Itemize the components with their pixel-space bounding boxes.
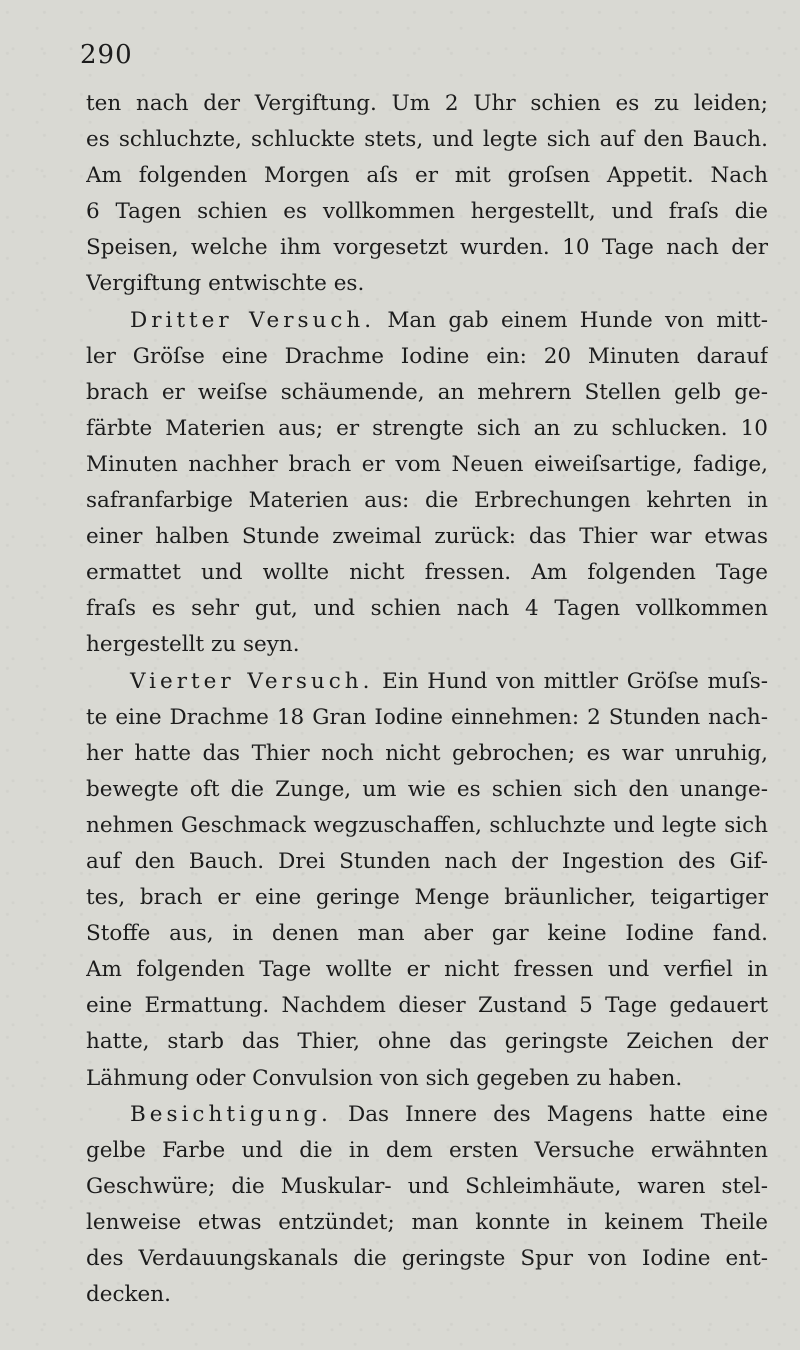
line-text: Am folgenden Tage wollte er nicht fressen und verfiel in (86, 957, 768, 983)
text-line (86, 1277, 768, 1313)
page-number: 290 (80, 40, 133, 70)
text-line (86, 736, 768, 772)
text-line (86, 339, 768, 375)
text-line (86, 591, 768, 627)
text-line (86, 158, 768, 194)
line-text: fraſs es sehr gut, und schien nach 4 Tagen vollkommen (86, 596, 768, 622)
line-text: färbte Materien aus; er strengte sich an zu schlucken. 10 (86, 415, 768, 441)
text-line (86, 303, 768, 339)
text-line (86, 844, 768, 880)
text-line (86, 519, 768, 555)
line-text: Speisen, welche ihm vorgesetzt wurden. 10 Tage nach der (86, 235, 768, 261)
text-line (86, 194, 768, 230)
line-text: Das Innere des Magens hatte eine (331, 1101, 768, 1127)
text-line (86, 808, 768, 844)
text-line (86, 880, 768, 916)
text-line (86, 1169, 768, 1205)
body-text (86, 86, 768, 1313)
text-line (86, 483, 768, 519)
text-line (86, 122, 768, 158)
text-line (86, 916, 768, 952)
text-line (86, 772, 768, 808)
line-text: tes, brach er eine geringe Menge bräunlicher, teigartiger (86, 885, 768, 911)
line-text: her hatte das Thier noch nicht gebrochen; es war unruhig, (86, 740, 768, 766)
line-text: hatte, starb das Thier, ohne das geringste Zeichen der (86, 1029, 768, 1055)
text-line (86, 988, 768, 1024)
text-line (86, 664, 768, 700)
text-line (86, 1205, 768, 1241)
line-text: ler Gröſse eine Drachme Iodine ein: 20 Minuten darauf (86, 343, 768, 369)
line-text: bewegte oft die Zunge, um wie es schien sich den unange- (86, 776, 768, 802)
line-text: ermattet und wollte nicht fressen. Am folgenden Tage (86, 560, 768, 586)
section-heading: Vierter Versuch. (130, 668, 374, 694)
text-line (86, 555, 768, 591)
text-line (86, 411, 768, 447)
line-text: des Verdauungskanals die geringste Spur von Iodine ent- (86, 1246, 768, 1271)
text-line (86, 447, 768, 483)
line-text: Vergiftung entwischte es. (86, 271, 365, 297)
line-text: hergestellt zu seyn. (86, 632, 300, 658)
line-text: lenweise etwas entzündet; man konnte in keinem Theile (86, 1209, 768, 1235)
section-heading: Dritter Versuch. (130, 307, 376, 333)
text-line (86, 266, 768, 302)
text-line (86, 627, 768, 663)
text-line (86, 375, 768, 411)
line-text: Stoffe aus, in denen man aber gar keine Iodine fand. (86, 921, 768, 947)
line-text: einer halben Stunde zweimal zurück: das Thier war etwas (86, 524, 768, 550)
text-line (86, 86, 768, 122)
line-text: Ein Hund von mittler Gröſse muſs- (373, 668, 768, 694)
line-text: safranfarbige Materien aus: die Erbrechungen kehrten in (86, 488, 768, 514)
text-line (86, 1024, 768, 1060)
line-text: es schluchzte, schluckte stets, und legte sich auf den Bauch. (86, 127, 768, 153)
text-line (86, 1097, 768, 1133)
line-text: brach er weiſse schäumende, an mehrern Stellen gelb ge- (86, 379, 768, 405)
text-line (86, 230, 768, 266)
line-text: Am folgenden Morgen aſs er mit groſsen Appetit. Nach (86, 163, 768, 189)
text-line (86, 700, 768, 736)
line-text: Geschwüre; die Muskular- und Schleimhäute, waren stel- (86, 1173, 768, 1199)
line-text: te eine Drachme 18 Gran Iodine einnehmen: 2 Stunden nach- (86, 704, 768, 730)
line-text: decken. (86, 1282, 171, 1308)
line-text: gelbe Farbe und die in dem ersten Versuche erwähnten (86, 1137, 768, 1163)
text-line (86, 1241, 768, 1277)
line-text: auf den Bauch. Drei Stunden nach der Ingestion des Gif- (86, 848, 768, 874)
text-line (86, 952, 768, 988)
section-heading: Besichtigung. (130, 1101, 332, 1127)
line-text: Minuten nachher brach er vom Neuen eiweiſsartige, fadige, (86, 451, 768, 477)
text-line (86, 1133, 768, 1169)
line-text: eine Ermattung. Nachdem dieser Zustand 5 Tage gedauert (86, 993, 768, 1019)
line-text: ten nach der Vergiftung. Um 2 Uhr schien es zu leiden; (86, 91, 768, 116)
line-text: nehmen Geschmack wegzuschaffen, schluchzte und legte sich (86, 812, 768, 838)
line-text: Lähmung oder Convulsion von sich gegeben zu haben. (86, 1065, 683, 1091)
line-text: 6 Tagen schien es vollkommen hergestellt, und fraſs die (86, 199, 768, 225)
line-text: Man gab einem Hunde von mitt- (375, 307, 768, 333)
text-line (86, 1061, 768, 1097)
